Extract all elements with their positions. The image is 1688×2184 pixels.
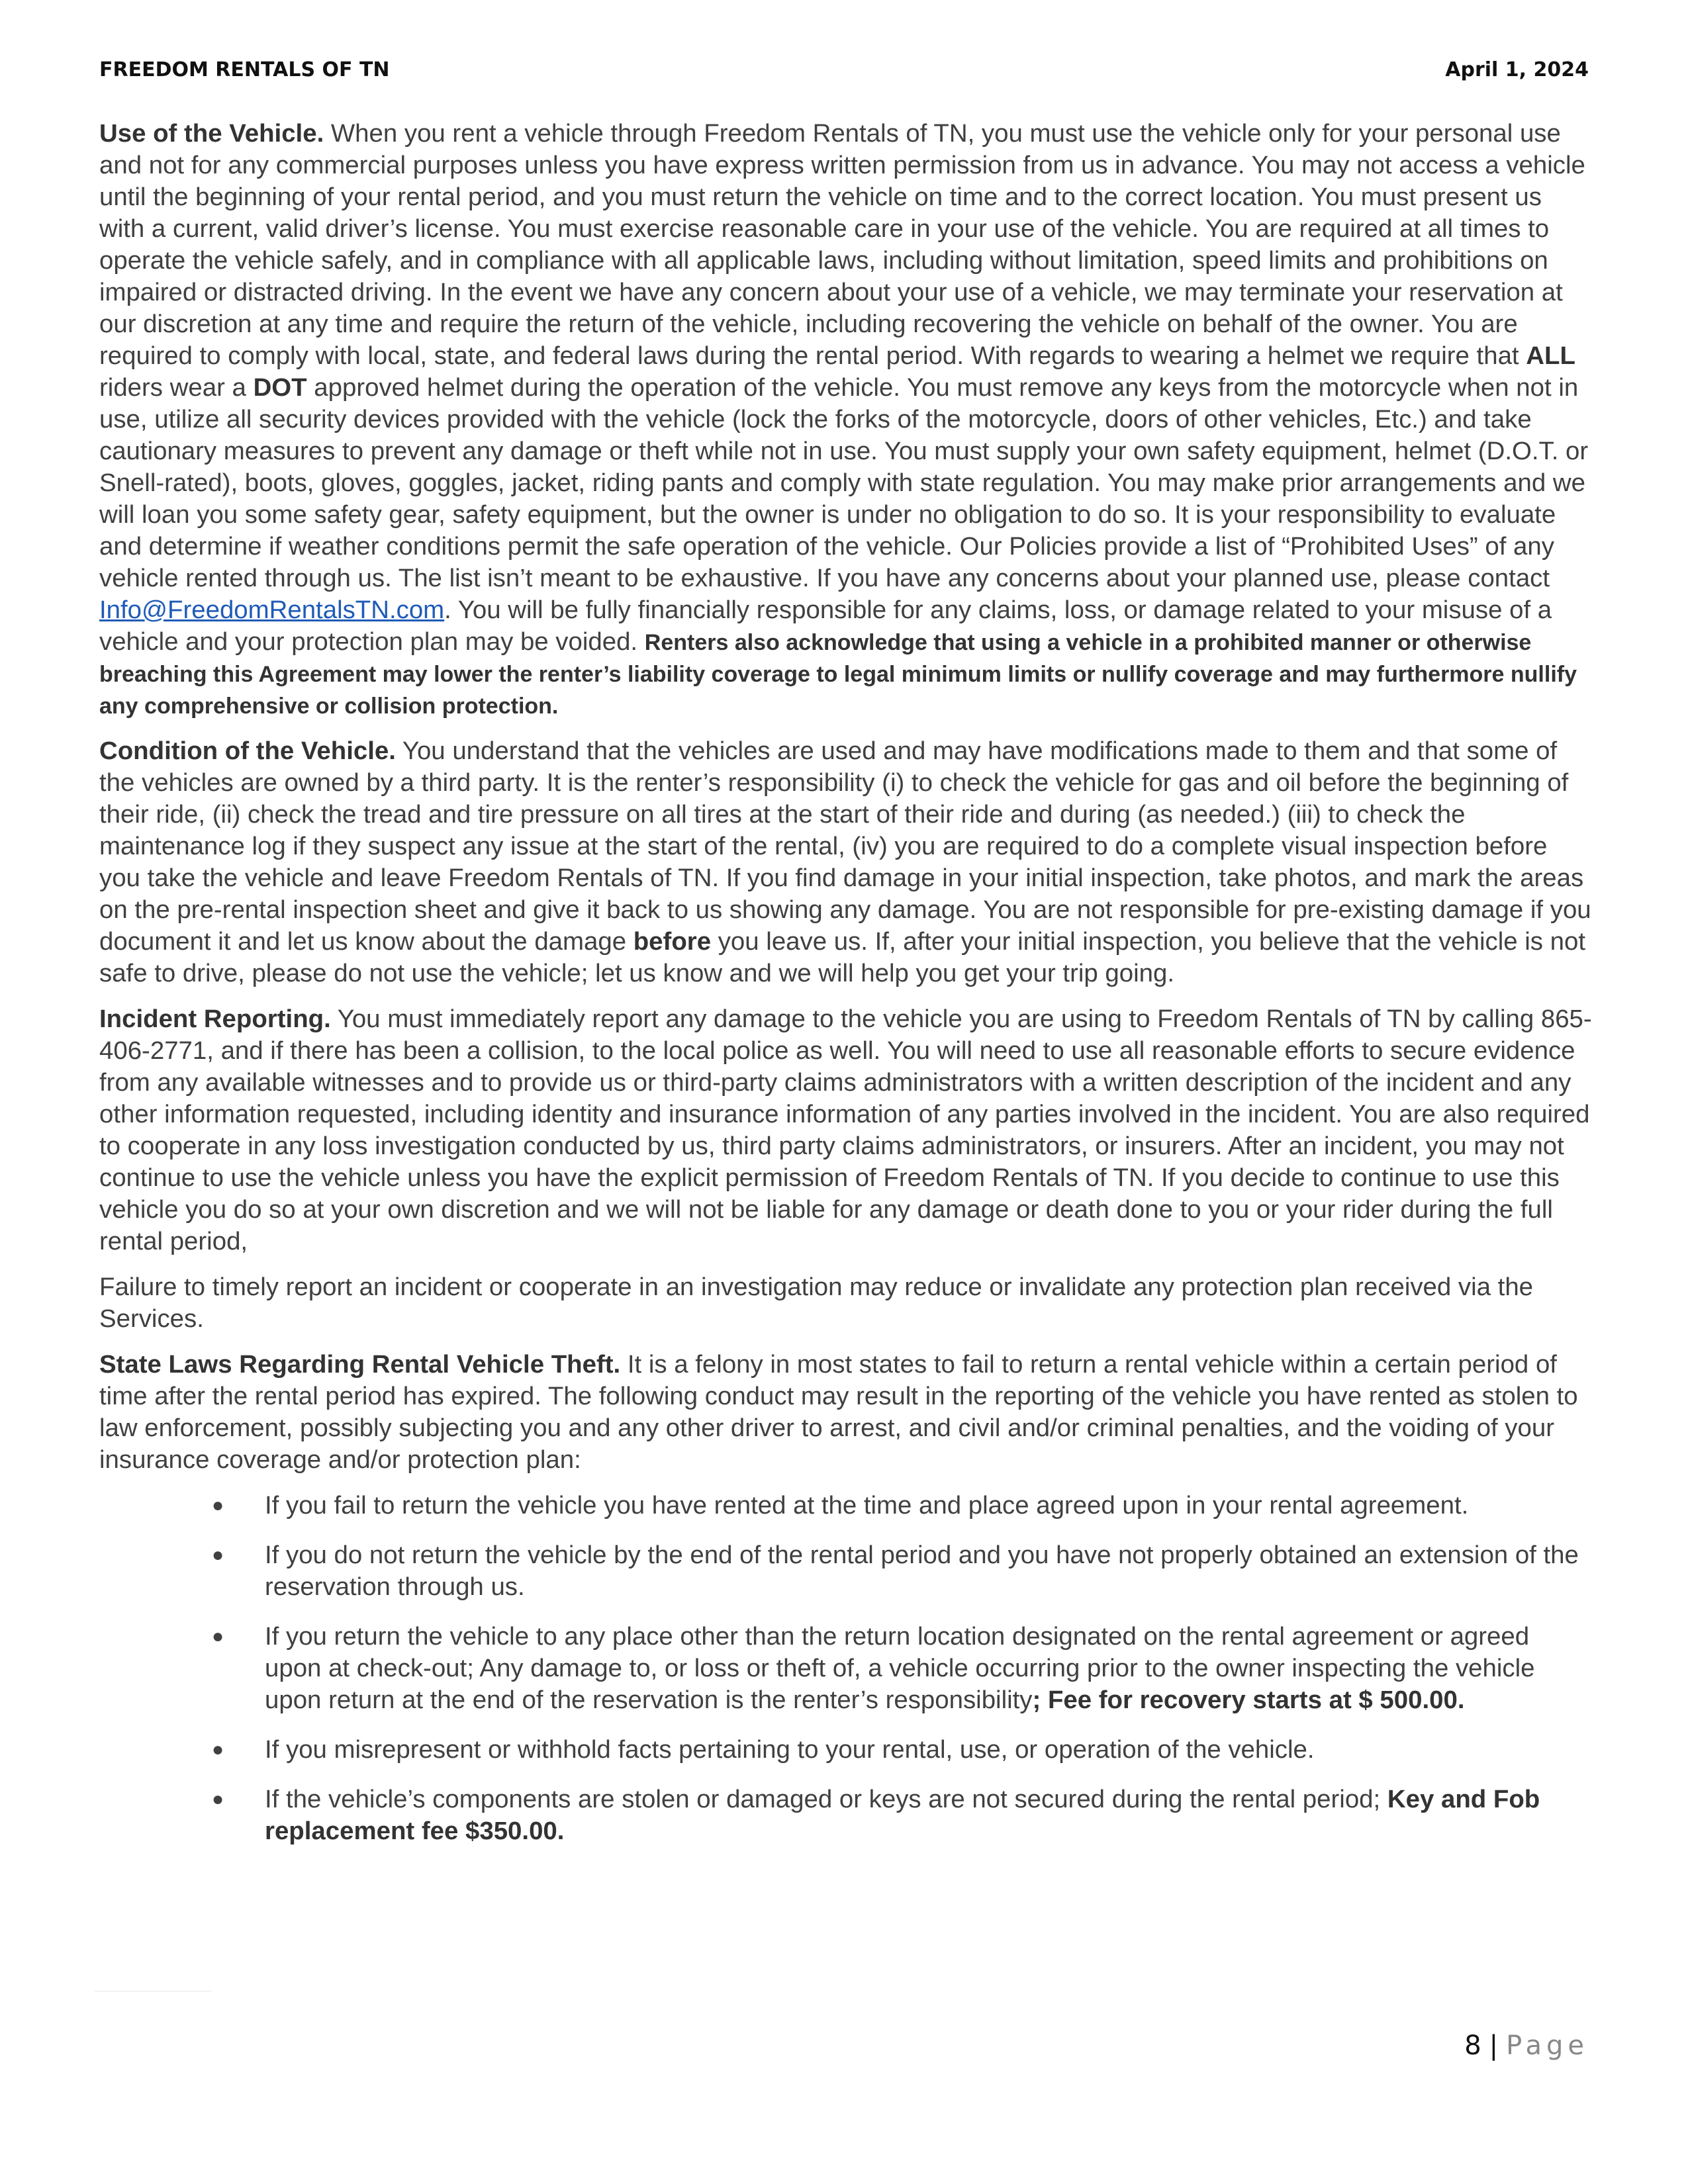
paragraph-text: you leave us. If, after your initial inspection, you believe that the vehicle is not safe to drive, please do not use the vehicle; let us know and we will help you get your trip going.: [99, 927, 1586, 987]
footer-separator: |: [1489, 2030, 1499, 2061]
bullet-icon: ●: [212, 1788, 224, 1810]
section-heading: State Laws Regarding Rental Vehicle Theft.: [99, 1350, 621, 1379]
recovery-fee: ; Fee for recovery starts at $ 500.00.: [1032, 1686, 1465, 1714]
emphasis-before: before: [633, 927, 712, 956]
page-label: Page: [1506, 2030, 1589, 2061]
section-heading: Incident Reporting.: [99, 1005, 331, 1033]
bullet-icon: ●: [212, 1739, 224, 1760]
contact-email-link[interactable]: Info@FreedomRentalsTN.com: [99, 596, 445, 624]
key-fob-fee: Key and Fob replacement fee $350.00.: [265, 1785, 1540, 1845]
paragraph-text: approved helmet during the operation of the vehicle. You must remove any keys from the motorcycle when not in use, utilize all security devices provided with the vehicle (lock the forks of the motorcycle, doors of other vehicles, Etc.) and take cautionary measures to prevent any damage or theft while not in use. You must supply your own safety equipment, helmet (D.O.T. or Snell-rated), boots, gloves, goggles, jacket, riding pants and comply with state regulation. You may make prior arrangements and we will loan you some safety gear, safety equipment, but the owner is under no obligation to do so. It is your responsibility to evaluate and determine if weather conditions permit the safe operation of the vehicle. Our Policies provide a list of “Prohibited Uses” of any vehicle rented through us. The list isn’t meant to be exhaustive. If you have any concerns about your planned use, please contact: [99, 373, 1589, 592]
page-number: 8: [1464, 2030, 1481, 2061]
list-item: ● If the vehicle’s components are stolen or damaged or keys are not secured during the rental period; Key and Fob replacement fee $350.00.: [212, 1785, 1540, 1845]
paragraph-text: You understand that the vehicles are used and may have modifications made to them and that some of the vehicles are owned by a third party. It is the renter’s responsibility (i) to check the vehicle for gas and oil before the beginning of their ride, (ii) check the tread and tire pressure on all tires at the start of their ride and during (as needed.) (iii) to check the maintenance log if they suspect any issue at the start of the rental, (iv) you are required to do a complete visual inspection before you take the vehicle and leave Freedom Rentals of TN. If you find damage in your initial inspection, take photos, and mark the areas on the pre-rental inspection sheet and give it back to us showing any damage. You are not responsible for pre-existing damage if you document it and let us know about the damage: [99, 737, 1591, 956]
list-item: ● If you do not return the vehicle by the end of the rental period and you have not properly obtained an extension of the reservation through us.: [212, 1541, 1579, 1601]
section-heading: Condition of the Vehicle.: [99, 737, 396, 765]
company-name: FREEDOM RENTALS OF TN: [99, 58, 390, 81]
bullet-icon: ●: [212, 1494, 224, 1516]
section-condition-of-vehicle: [99, 735, 1592, 989]
document-date: April 1, 2024: [1445, 58, 1589, 81]
section-rental-vehicle-theft: [99, 1349, 1592, 1476]
failure-to-report-paragraph: [99, 1271, 1592, 1335]
list-item: ● If you misrepresent or withhold facts pertaining to your rental, use, or operation of the vehicle.: [99, 1734, 1592, 1766]
paragraph-text: . You will be fully financially responsible for any claims, loss, or damage related to your misuse of a vehicle and your protection plan may be voided.: [99, 596, 1552, 656]
page-footer: [1464, 2030, 1589, 2061]
document-body: [99, 118, 1592, 1865]
list-item: ● If you fail to return the vehicle you have rented at the time and place agreed upon in your rental agreement.: [99, 1490, 1592, 1522]
bullet-icon: ●: [212, 1625, 224, 1647]
section-use-of-vehicle: [99, 118, 1592, 721]
paragraph-text: riders wear a: [99, 373, 254, 402]
list-item: ● If you return the vehicle to any place other than the return location designated on the rental agreement or agreed upon at check-out; Any damage to, or loss or theft of, a vehicle occurring prior to the owner inspecting the vehicle upon return at the end of the reservation is the renter’s responsibility; Fee for recovery starts at $ 500.00.: [212, 1622, 1535, 1714]
liability-notice: Renters also acknowledge that using a vehicle in a prohibited manner or otherwise breaching this Agreement may lower the renter’s liability coverage to legal minimum limits or nullify coverage and may furthermore nullify any comprehensive or collision protection.: [99, 630, 1577, 719]
theft-conduct-list: [99, 1490, 1592, 1847]
paragraph-text: When you rent a vehicle through Freedom Rentals of TN, you must use the vehicle only for your personal use and not for any commercial purposes unless you have express written permission from us in advance. You may not access a vehicle until the beginning of your rental period, and you must return the vehicle on time and to the correct location. You must present us with a current, valid driver’s license. You must exercise reasonable care in your use of the vehicle. You are required at all times to operate the vehicle safely, and in compliance with all applicable laws, including without limitation, speed limits and prohibitions on impaired or distracted driving. In the event we have any concern about your use of a vehicle, we may terminate your reservation at our discretion at any time and require the return of the vehicle, including recovering the vehicle on behalf of the owner. You are required to comply with local, state, and federal laws during the rental period. With regards to wearing a helmet we require that: [99, 119, 1585, 370]
emphasis-dot: DOT: [253, 373, 307, 402]
paragraph-text: You must immediately report any damage to the vehicle you are using to Freedom Rentals of TN by calling 865-406-2771, and if there has been a collision, to the local police as well. You will need to use all reasonable efforts to secure evidence from any available witnesses and to provide us or third-party claims administrators with a written description of the incident and any other information requested, including identity and insurance information of any parties involved in the incident. You are also required to cooperate in any loss investigation conducted by us, third party claims administrators, or insurers. After an incident, you may not continue to use the vehicle unless you have the explicit permission of Freedom Rentals of TN. If you decide to continue to use this vehicle you do so at your own discretion and we will not be liable for any damage or death done to you or your rider during the full rental period,: [99, 1005, 1592, 1255]
section-heading: Use of the Vehicle.: [99, 119, 324, 148]
page-header: [99, 58, 1589, 81]
emphasis-all: ALL: [1526, 341, 1575, 370]
paragraph-text: It is a felony in most states to fail to return a rental vehicle within a certain period of time after the rental period has expired. The following conduct may result in the reporting of the vehicle you have rented as stolen to law enforcement, possibly subjecting you and any other driver to arrest, and civil and/or criminal penalties, and the voiding of your insurance coverage and/or protection plan:: [99, 1350, 1578, 1474]
section-incident-reporting: [99, 1003, 1592, 1257]
paragraph-text: Failure to timely report an incident or cooperate in an investigation may reduce or invalidate any protection plan received via the Services.: [99, 1273, 1534, 1333]
bullet-icon: ●: [212, 1544, 224, 1566]
